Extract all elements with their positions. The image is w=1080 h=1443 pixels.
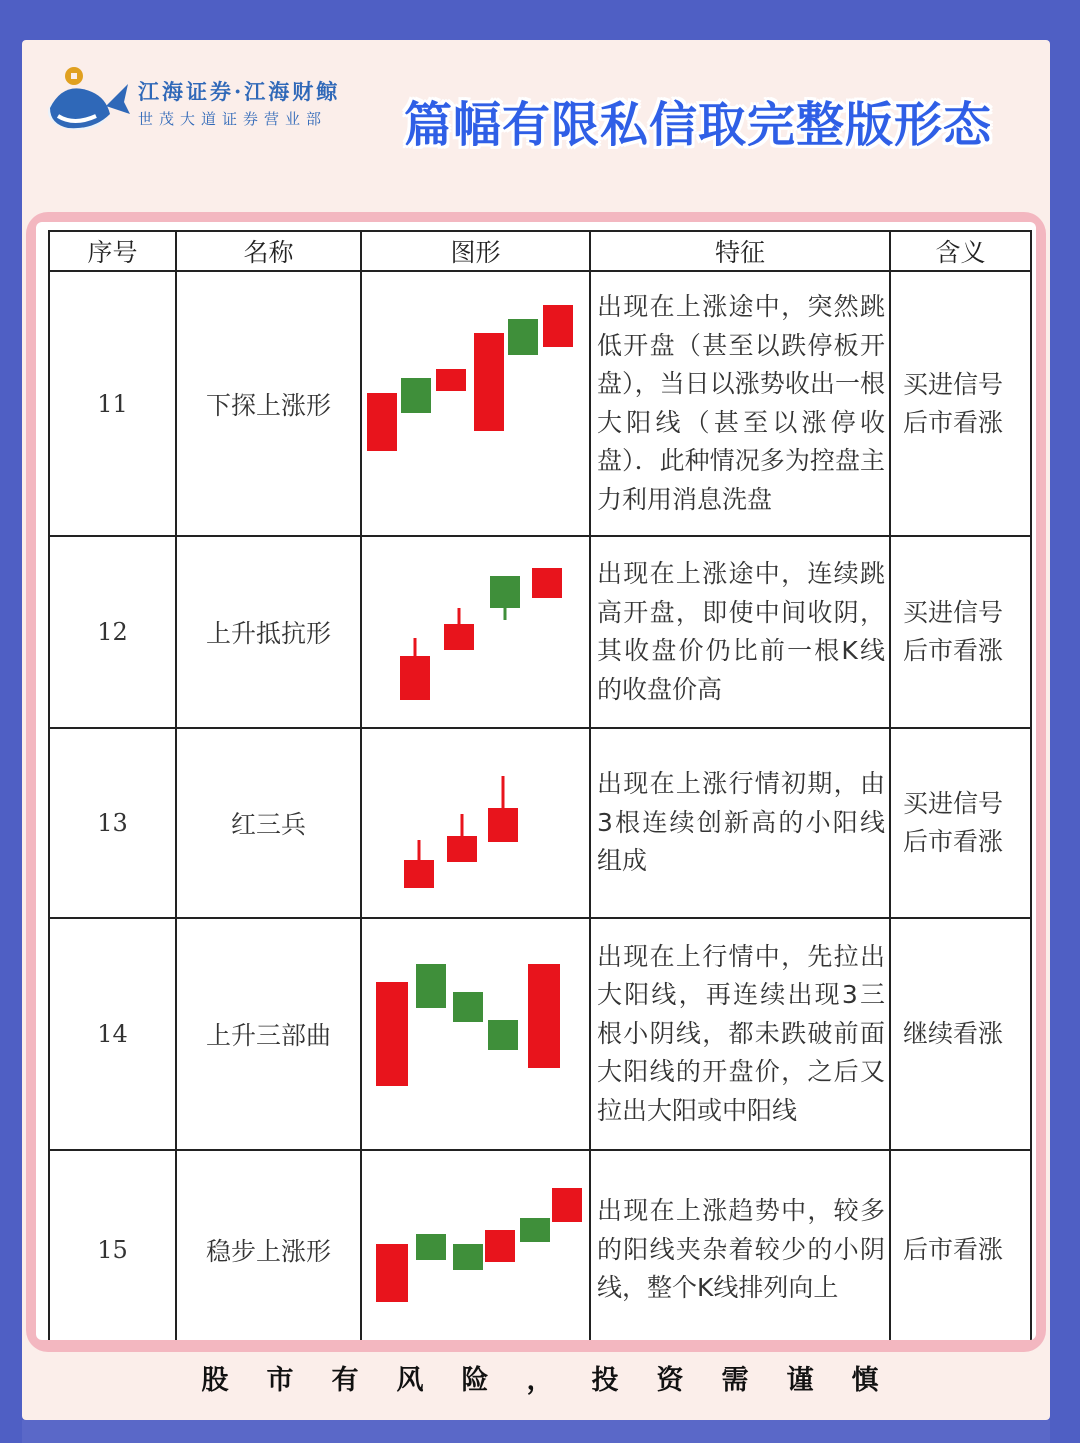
down-candle: [488, 1020, 518, 1050]
whale-logo-icon: [44, 62, 130, 136]
up-candle: [488, 808, 518, 842]
meaning-line: 买进信号: [903, 789, 1004, 818]
up-candle: [485, 1230, 515, 1262]
meaning-line: 后市看涨: [903, 1235, 1004, 1264]
table-row: [49, 536, 1031, 728]
up-candle: [367, 393, 397, 451]
down-candle: [490, 576, 520, 608]
down-candle: [453, 1244, 483, 1270]
pattern-meaning: [890, 271, 1031, 536]
table-panel: [36, 222, 1036, 1340]
pattern-table: [48, 230, 1032, 1340]
down-candle: [520, 1218, 550, 1242]
header-shape: 图形: [361, 231, 590, 271]
table-header-row: [49, 231, 1031, 271]
row-number: 12: [49, 536, 176, 728]
down-candle: [401, 378, 431, 413]
down-candle: [444, 624, 474, 650]
pattern-meaning: [890, 536, 1031, 728]
row-number: 14: [49, 918, 176, 1150]
header-no: 序号: [49, 231, 176, 271]
pattern-chart: [361, 728, 590, 918]
pattern-meaning: [890, 1150, 1031, 1340]
down-candle: [416, 1234, 446, 1260]
up-candle: [543, 305, 573, 347]
table-row: [49, 728, 1031, 918]
pattern-chart: [361, 536, 590, 728]
pattern-feature: 出现在上涨行情初期，由3根连续创新高的小阳线组成: [590, 728, 890, 918]
up-candle: [436, 369, 466, 391]
table-row: [49, 271, 1031, 536]
up-candle: [400, 656, 430, 700]
down-candle: [416, 964, 446, 1008]
pattern-chart: [361, 918, 590, 1150]
pattern-name: 稳步上涨形: [176, 1150, 361, 1340]
up-candle: [552, 1188, 582, 1222]
pattern-chart: [361, 271, 590, 536]
table-row: [49, 1150, 1031, 1340]
up-candle: [376, 1244, 408, 1302]
meaning-line: 买进信号: [903, 598, 1004, 627]
meaning-line: 继续看涨: [903, 1019, 1004, 1048]
pattern-feature: 出现在上涨途中，连续跳高开盘，即使中间收阴，其收盘价仍比前一根K线的收盘价高: [590, 536, 890, 728]
pattern-feature: 出现在上涨趋势中，较多的阳线夹杂着较少的小阴线，整个K线排列向上: [590, 1150, 890, 1340]
header-name: 名称: [176, 231, 361, 271]
pattern-name: 红三兵: [176, 728, 361, 918]
down-candle: [453, 992, 483, 1022]
up-candle: [474, 333, 504, 431]
meaning-line: 后市看涨: [903, 407, 1004, 437]
up-candle: [447, 836, 477, 862]
pattern-feature: 出现在上行情中，先拉出大阳线，再连续出现3三根小阴线，都未跌破前面大阳线的开盘价，之后又拉出大阳或中阳线: [590, 918, 890, 1150]
pattern-name: 上升三部曲: [176, 918, 361, 1150]
meaning-line: 买进信号: [903, 369, 1004, 399]
brand-branch: 世茂大道证券营业部: [138, 110, 328, 128]
meaning-line: 后市看涨: [903, 827, 1004, 856]
pattern-meaning: [890, 728, 1031, 918]
risk-disclaimer: 股市有风险，投资需谨慎: [201, 1365, 917, 1396]
header-meaning: 含义: [890, 231, 1031, 271]
up-candle: [376, 982, 408, 1086]
bottom-edge: [22, 1420, 1050, 1443]
row-number: 11: [49, 271, 176, 536]
header-feature: 特征: [590, 231, 890, 271]
up-candle: [404, 860, 434, 888]
up-candle: [528, 964, 560, 1068]
pattern-feature: 出现在上涨途中，突然跳低开盘（甚至以跌停板开盘），当日以涨势收出一根大阳线（甚至以涨停收盘）．此种情况多为控盘主力利用消息洗盘: [590, 271, 890, 536]
pattern-name: 上升抵抗形: [176, 536, 361, 728]
meaning-line: 后市看涨: [903, 636, 1004, 665]
pattern-chart: [361, 1150, 590, 1340]
up-candle: [532, 568, 562, 598]
brand-name: 江海证券·江海财鲸: [138, 79, 341, 104]
pattern-name: 下探上涨形: [176, 271, 361, 536]
page-headline: 篇幅有限私信取完整版形态: [404, 97, 993, 153]
pattern-meaning: [890, 918, 1031, 1150]
table-row: [49, 918, 1031, 1150]
row-number: 15: [49, 1150, 176, 1340]
row-number: 13: [49, 728, 176, 918]
down-candle: [508, 319, 538, 355]
